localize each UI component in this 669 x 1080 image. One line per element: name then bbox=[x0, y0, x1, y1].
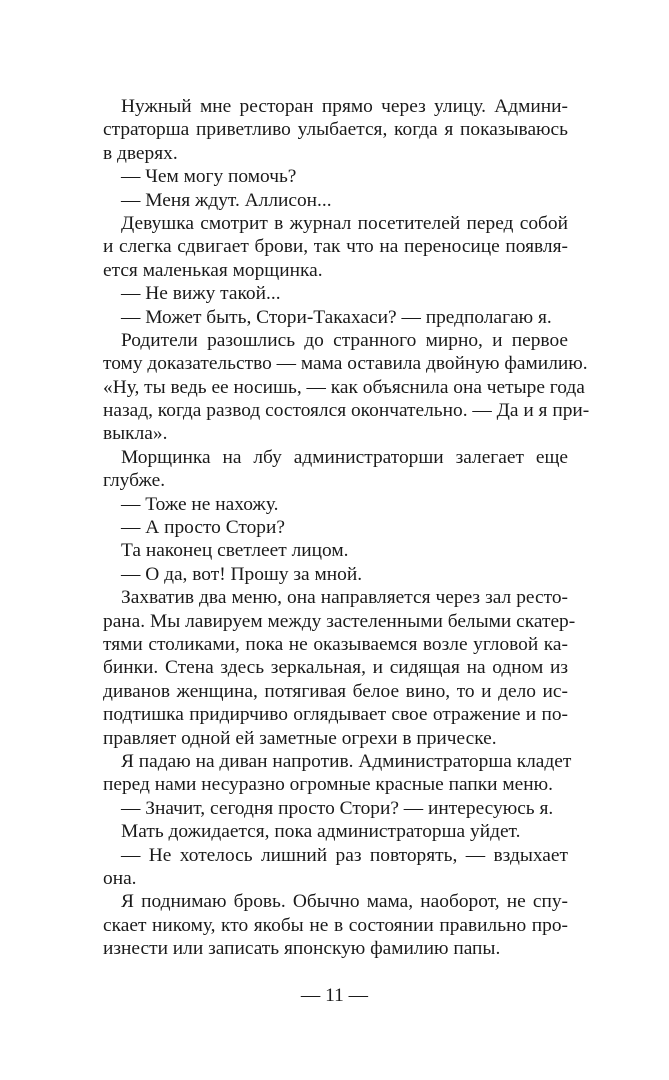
text-line: скает никому, кто якобы не в состоянии правильно про- bbox=[103, 914, 568, 936]
text-line: — А просто Стори? bbox=[121, 517, 285, 539]
text-line: изнести или записать японскую фамилию папы. bbox=[103, 938, 501, 960]
text-line: страторша приветливо улыбается, когда я показываюсь bbox=[103, 119, 568, 141]
text-line: — О да, вот! Прошу за мной. bbox=[121, 563, 363, 585]
text-line: бинки. Стена здесь зеркальная, и сидящая на одном из bbox=[103, 657, 568, 679]
text-line: «Ну, ты ведь ее носишь, — как объяснила она четыре года bbox=[103, 376, 585, 398]
page-number: — 11 — bbox=[300, 985, 369, 1006]
text-line: рана. Мы лавируем между застеленными белыми скатер- bbox=[103, 610, 576, 632]
text-line: Я падаю на диван напротив. Администраторша кладет bbox=[121, 750, 572, 772]
text-line: Та наконец светлеет лицом. bbox=[121, 540, 349, 562]
text-line: Девушка смотрит в журнал посетителей перед собой bbox=[121, 212, 568, 234]
text-line: правляет одной ей заметные огрехи в прическе. bbox=[103, 727, 497, 749]
text-line: Я поднимаю бровь. Обычно мама, наоборот, не спу- bbox=[121, 891, 568, 913]
text-line: и слегка сдвигает брови, так что на переносице появля- bbox=[103, 236, 568, 258]
text-line: тями столиками, пока не оказываемся возле угловой ка- bbox=[103, 633, 568, 655]
body-text bbox=[103, 95, 590, 960]
text-line: — Не вижу такой... bbox=[121, 283, 281, 305]
text-line: в дверях. bbox=[103, 142, 178, 164]
text-line: тому доказательство — мама оставила двойную фамилию. bbox=[103, 353, 588, 375]
text-line: — Тоже не нахожу. bbox=[121, 493, 279, 515]
text-line: назад, когда развод состоялся окончательно. — Да и я при- bbox=[103, 400, 590, 422]
text-line: диванов женщина, потягивая белое вино, то и дело ис- bbox=[103, 680, 568, 702]
text-line: Морщинка на лбу администраторши залегает еще bbox=[121, 446, 568, 468]
text-line: — Чем могу помочь? bbox=[121, 166, 297, 188]
text-line: — Может быть, Стори-Такахаси? — предполагаю я. bbox=[121, 306, 552, 328]
text-line: — Не хотелось лишний раз повторять, — вздыхает bbox=[121, 844, 568, 866]
text-line: Захватив два меню, она направляется через зал ресто- bbox=[121, 587, 568, 609]
text-line: подтишка придирчиво оглядывает свое отражение и по- bbox=[103, 704, 568, 726]
text-line: глубже. bbox=[103, 470, 166, 492]
text-line: выкла». bbox=[103, 423, 168, 445]
text-line: Нужный мне ресторан прямо через улицу. Админи- bbox=[121, 96, 568, 117]
text-line: — Значит, сегодня просто Стори? — интересуюсь я. bbox=[121, 797, 554, 819]
text-line: Мать дожидается, пока администраторша уйдет. bbox=[121, 821, 521, 843]
text-line: — Меня ждут. Аллисон... bbox=[121, 189, 332, 211]
text-line: Родители разошлись до странного мирно, и первое bbox=[121, 329, 568, 351]
text-line: она. bbox=[103, 867, 137, 889]
text-line: ется маленькая морщинка. bbox=[103, 259, 323, 281]
text-line: перед нами несуразно огромные красные папки меню. bbox=[103, 774, 553, 796]
